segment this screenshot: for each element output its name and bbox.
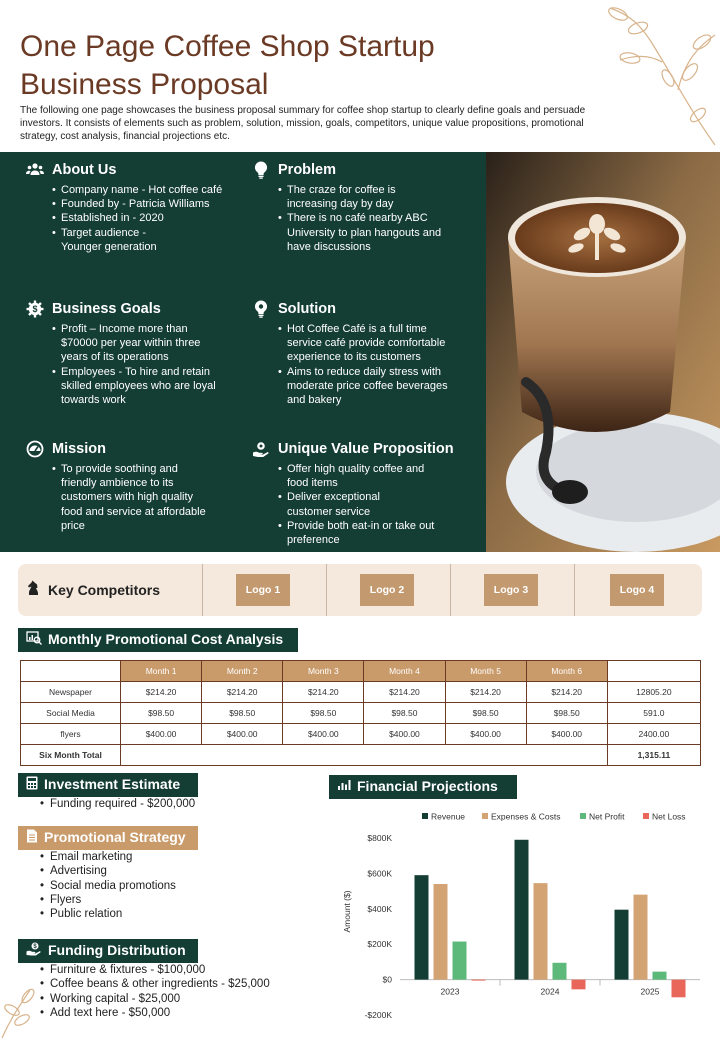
competitor-logo-3: Logo 3: [484, 574, 538, 606]
month-header: Month 3: [283, 661, 364, 682]
problem-title: Problem: [278, 162, 337, 178]
investment-badge: [18, 773, 198, 795]
divider: [574, 564, 575, 616]
month-header: Month 2: [202, 661, 283, 682]
divider: [450, 564, 451, 616]
bar-expenses-costs: [634, 895, 648, 980]
row-total: 591.0: [607, 703, 700, 724]
row-label: Social Media: [21, 703, 121, 724]
y-tick-label: $800K: [367, 833, 392, 843]
goals-title: Business Goals: [52, 301, 161, 317]
y-axis-label: Amount ($): [342, 890, 352, 933]
y-tick-label: -$200K: [364, 1010, 392, 1020]
mission-section: [26, 439, 241, 533]
table-row: [21, 724, 701, 745]
competitors-bar: [18, 564, 702, 616]
page-title: [20, 28, 540, 104]
table-cell: $214.20: [526, 682, 607, 703]
hand-money-icon: [26, 942, 42, 959]
table-cell: $98.50: [526, 703, 607, 724]
about-item: • Company name - Hot coffee café: [52, 183, 241, 197]
leaf-decoration-icon: [0, 980, 40, 1040]
badge-underline: [329, 797, 517, 799]
funding-list: [40, 963, 270, 1020]
table-cell: $214.20: [121, 682, 202, 703]
goals-item: • Profit – Income more than $70000 per year within three years of its operations: [52, 322, 217, 365]
row-label: Newspaper: [21, 682, 121, 703]
title-line-2: Business Proposal: [20, 68, 269, 101]
table-cell: $400.00: [364, 724, 445, 745]
month-header: Month 6: [526, 661, 607, 682]
funding-title: Funding Distribution: [48, 942, 186, 958]
divider: [326, 564, 327, 616]
dollar-gear-icon: [26, 300, 44, 318]
solution-title: Solution: [278, 301, 336, 317]
bar-revenue: [615, 910, 629, 980]
solution-section: [252, 299, 467, 407]
legend-swatch: [422, 813, 428, 819]
about-item: • Established in - 2020: [52, 211, 241, 225]
total-header: [607, 661, 700, 682]
divider: [202, 564, 203, 616]
bar-revenue: [515, 840, 529, 980]
financial-badge: [329, 775, 517, 797]
about-item: • Founded by - Patricia Williams: [52, 197, 241, 211]
uvp-item: • Deliver exceptional customer service: [278, 490, 403, 518]
funding-badge: [18, 939, 198, 961]
promo-strategy-badge: [18, 826, 198, 848]
table-cell: $214.20: [283, 682, 364, 703]
table-cell: $400.00: [202, 724, 283, 745]
coffee-photo: [486, 152, 720, 552]
about-title: About Us: [52, 162, 117, 178]
legend-label: Revenue: [431, 811, 466, 822]
list-item: • Social media promotions: [40, 879, 176, 893]
bar-net-loss: [572, 980, 586, 990]
problem-item: • There is no café nearby ABC University to plan hangouts and have discussions: [278, 211, 446, 254]
table-total-row: [21, 745, 701, 766]
legend-swatch: [580, 813, 586, 819]
list-item: • Working capital - $25,000: [40, 992, 270, 1006]
bar-net-profit: [553, 963, 567, 980]
financial-chart: [330, 805, 710, 1030]
bar-net-loss: [672, 980, 686, 998]
bar-net-profit: [453, 942, 467, 980]
promo-strategy-list: [40, 850, 176, 921]
table-cell: $98.50: [121, 703, 202, 724]
legend-label: Net Profit: [589, 811, 625, 822]
promo-strategy-title: Promotional Strategy: [44, 829, 186, 845]
about-item: • Target audience - Younger generation: [52, 226, 177, 254]
calculator-icon: [26, 776, 38, 793]
bulb-gear-icon: [252, 300, 270, 318]
total-value: 1,315.11: [607, 745, 700, 766]
list-item: • Add text here - $50,000: [40, 1006, 270, 1020]
table-row: [21, 682, 701, 703]
bar-expenses-costs: [434, 884, 448, 980]
hand-gear-icon: [252, 440, 270, 458]
month-header: Month 5: [445, 661, 526, 682]
leaf-decoration-icon: [590, 0, 720, 150]
month-header: Month 4: [364, 661, 445, 682]
intro-text: The following one page showcases the business proposal summary for coffee shop startup to clearly define goals and persuade investors. It consists of elements such as problem, solution, mission, goals, competitors, unique value propositions, promotional strategy, cost analysis, financial projections etc.: [20, 105, 586, 142]
table-cell: $214.20: [364, 682, 445, 703]
goals-section: [26, 299, 241, 407]
solution-item: • Hot Coffee Café is a full time service café provide comfortable experience to its customers: [278, 322, 450, 365]
x-tick-label: 2024: [540, 986, 560, 997]
table-cell: $400.00: [121, 724, 202, 745]
y-tick-label: $200K: [367, 939, 392, 950]
goals-item: • Employees - To hire and retain skilled employees who are loyal towards work: [52, 365, 237, 408]
legend-swatch: [482, 813, 488, 819]
about-section: [26, 160, 241, 254]
cost-analysis-badge: [18, 628, 298, 650]
table-header-row: [21, 661, 701, 682]
competitor-logo-1: Logo 1: [236, 574, 290, 606]
bar-revenue: [415, 875, 429, 979]
competitor-logo-4: Logo 4: [610, 574, 664, 606]
solution-item: • Aims to reduce daily stress with moderate price coffee beverages and bakery: [278, 365, 468, 408]
table-cell: $214.20: [445, 682, 526, 703]
chart-search-icon: [26, 631, 42, 648]
table-cell: $400.00: [526, 724, 607, 745]
list-item: • Coffee beans & other ingredients - $25,000: [40, 977, 270, 991]
total-label: Six Month Total: [21, 745, 121, 766]
uvp-section: [252, 439, 467, 547]
mission-item: • To provide soothing and friendly ambience to its customers with high quality food and service at affordable price: [52, 462, 212, 533]
bar-expenses-costs: [534, 883, 548, 979]
problem-item: • The craze for coffee is increasing day by day: [278, 183, 418, 211]
row-total: 12805.20: [607, 682, 700, 703]
lightbulb-icon: [252, 161, 270, 179]
y-tick-label: $0: [382, 974, 392, 985]
table-cell: $98.50: [283, 703, 364, 724]
chess-knight-icon: [26, 580, 40, 601]
badge-underline: [18, 650, 298, 652]
list-item: • Advertising: [40, 864, 176, 878]
svg-text:$: $: [32, 304, 38, 315]
bar-net-loss: [472, 980, 486, 981]
uvp-title: Unique Value Proposition: [278, 441, 454, 457]
table-row: [21, 703, 701, 724]
list-item: • Email marketing: [40, 850, 176, 864]
y-tick-label: $600K: [367, 868, 392, 879]
competitor-logo-2: Logo 2: [360, 574, 414, 606]
bar-net-profit: [653, 972, 667, 980]
table-cell-empty: [121, 745, 608, 766]
legend-swatch: [643, 813, 649, 819]
list-item: • Public relation: [40, 907, 176, 921]
cost-analysis-title: Monthly Promotional Cost Analysis: [48, 631, 284, 647]
row-label: flyers: [21, 724, 121, 745]
gauge-icon: [26, 440, 44, 458]
uvp-item: • Provide both eat-in or take out preference: [278, 519, 436, 547]
table-cell: $214.20: [202, 682, 283, 703]
x-tick-label: 2025: [640, 986, 660, 997]
list-item: • Funding required - $200,000: [40, 797, 195, 811]
svg-text:$: $: [33, 943, 37, 950]
uvp-item: • Offer high quality coffee and food items: [278, 462, 443, 490]
table-cell: $400.00: [445, 724, 526, 745]
table-cell: $98.50: [445, 703, 526, 724]
document-icon: [26, 829, 38, 846]
x-tick-label: 2023: [440, 986, 460, 997]
bar-chart-icon: [337, 778, 351, 794]
people-icon: [26, 161, 44, 179]
month-header: Month 1: [121, 661, 202, 682]
investment-title: Investment Estimate: [44, 776, 181, 792]
table-corner: [21, 661, 121, 682]
investment-list: [40, 797, 195, 811]
title-line-1: One Page Coffee Shop Startup: [20, 30, 435, 63]
table-cell: $98.50: [364, 703, 445, 724]
table-cell: $98.50: [202, 703, 283, 724]
problem-section: [252, 160, 467, 254]
competitors-title: Key Competitors: [48, 582, 161, 598]
mission-title: Mission: [52, 441, 106, 457]
legend-label: Expenses & Costs: [491, 811, 561, 822]
legend-label: Net Loss: [652, 811, 686, 822]
overview-panel: [0, 152, 486, 552]
table-cell: $400.00: [283, 724, 364, 745]
cost-table: [20, 660, 701, 766]
row-total: 2400.00: [607, 724, 700, 745]
y-tick-label: $400K: [367, 903, 392, 914]
financial-title: Financial Projections: [357, 778, 498, 794]
list-item: • Flyers: [40, 893, 176, 907]
list-item: • Furniture & fixtures - $100,000: [40, 963, 270, 977]
